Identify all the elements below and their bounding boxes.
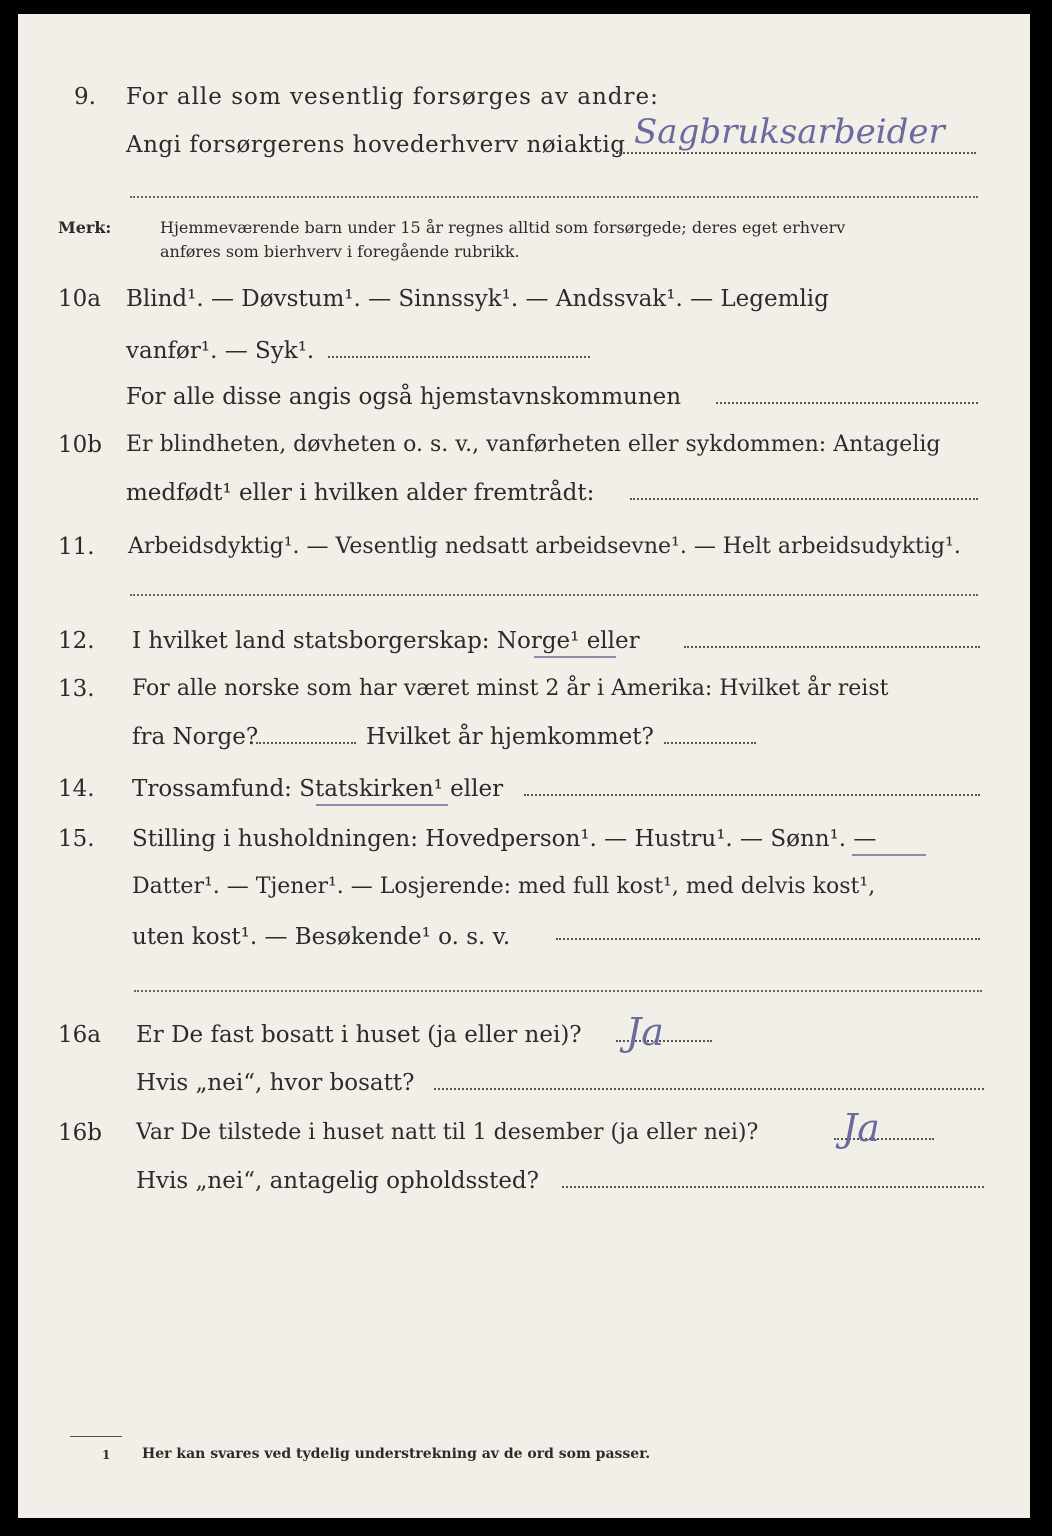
- q15-line1: Stilling i husholdningen: Hovedperson¹. — Hustru¹. — Sønn¹. —: [132, 826, 877, 852]
- q10b-line1: Er blindheten, døvheten o. s. v., vanførheten eller sykdommen: Antagelig: [126, 432, 941, 457]
- q14-line1: Trossamfund: Statskirken¹ eller: [132, 776, 504, 802]
- merk-line1: Hjemmeværende barn under 15 år regnes alltid som forsørgede; deres eget erhverv: [160, 218, 846, 237]
- q9-answer-line: [616, 152, 976, 154]
- separator: [130, 196, 978, 198]
- q10b-answer-line: [630, 498, 978, 500]
- q16b-number: 16b: [58, 1120, 102, 1146]
- q12-norge-underline: [534, 656, 616, 658]
- q16b-line2: Hvis „nei“, antagelig opholdssted?: [136, 1168, 539, 1194]
- q16a-line1: Er De fast bosatt i huset (ja eller nei)?: [136, 1022, 582, 1048]
- q15-sonn-underline: [852, 854, 926, 856]
- q10a-number: 10a: [58, 286, 101, 312]
- q15-line3: uten kost¹. — Besøkende¹ o. s. v.: [132, 924, 511, 950]
- census-form-page: [18, 14, 1030, 1518]
- q13-line2b: Hvilket år hjemkommet?: [366, 724, 654, 750]
- q16a-number: 16a: [58, 1022, 101, 1048]
- q16a-handwritten-answer: Ja: [626, 1010, 664, 1054]
- q14-statskirken-underline: [316, 804, 448, 806]
- q13-number: 13.: [58, 676, 95, 702]
- q10b-line2: medfødt¹ eller i hvilken alder fremtrådt:: [126, 480, 595, 506]
- q13-hjemkommet-line: [664, 742, 756, 744]
- footnote-text: Her kan svares ved tydelig understrekning av de ord som passer.: [142, 1446, 651, 1462]
- q9-line1: For alle som vesentlig forsørges av andre:: [126, 84, 659, 110]
- q12-line1: I hvilket land statsborgerskap: Norge¹ eller: [132, 628, 640, 654]
- q12-number: 12.: [58, 628, 95, 654]
- q16b-handwritten-answer: Ja: [842, 1106, 880, 1150]
- q16a-bosatt-line: [434, 1088, 984, 1090]
- footnote-mark: 1: [102, 1448, 111, 1462]
- q12-answer-line: [684, 646, 980, 648]
- q9-number: 9.: [74, 84, 96, 110]
- q10a-line2: vanfør¹. — Syk¹.: [126, 338, 315, 364]
- q16b-line1: Var De tilstede i huset natt til 1 desember (ja eller nei)?: [136, 1120, 759, 1145]
- q11-line1: Arbeidsdyktig¹. — Vesentlig nedsatt arbeidsevne¹. — Helt arbeidsudyktig¹.: [128, 534, 961, 559]
- q10b-number: 10b: [58, 432, 102, 458]
- q16b-opholdssted-line: [562, 1186, 984, 1188]
- q13-reist-line: [256, 742, 356, 744]
- footnote-rule: [70, 1436, 122, 1437]
- merk-label: Merk:: [58, 218, 112, 237]
- q9-handwritten-answer: Sagbruksarbeider: [634, 112, 945, 152]
- q14-answer-line: [524, 794, 980, 796]
- q11-number: 11.: [58, 534, 95, 560]
- q15-answer-line: [556, 938, 980, 940]
- q13-line2a: fra Norge?: [132, 724, 259, 750]
- q15-number: 15.: [58, 826, 95, 852]
- q9-line2: Angi forsørgerens hovederhverv nøiaktig: [126, 132, 626, 158]
- q16a-line2: Hvis „nei“, hvor bosatt?: [136, 1070, 415, 1096]
- separator: [130, 594, 978, 596]
- q10a-municipality-line: [716, 402, 978, 404]
- separator: [134, 990, 982, 992]
- q10a-line3: For alle disse angis også hjemstavnskommunen: [126, 384, 682, 410]
- q13-line1: For alle norske som har været minst 2 år i Amerika: Hvilket år reist: [132, 676, 889, 701]
- merk-line2: anføres som bierhverv i foregående rubrikk.: [160, 242, 520, 261]
- q10a-answer-line: [328, 356, 590, 358]
- q15-line2: Datter¹. — Tjener¹. — Losjerende: med full kost¹, med delvis kost¹,: [132, 874, 876, 899]
- q14-number: 14.: [58, 776, 95, 802]
- q10a-line1: Blind¹. — Døvstum¹. — Sinnssyk¹. — Andssvak¹. — Legemlig: [126, 286, 829, 312]
